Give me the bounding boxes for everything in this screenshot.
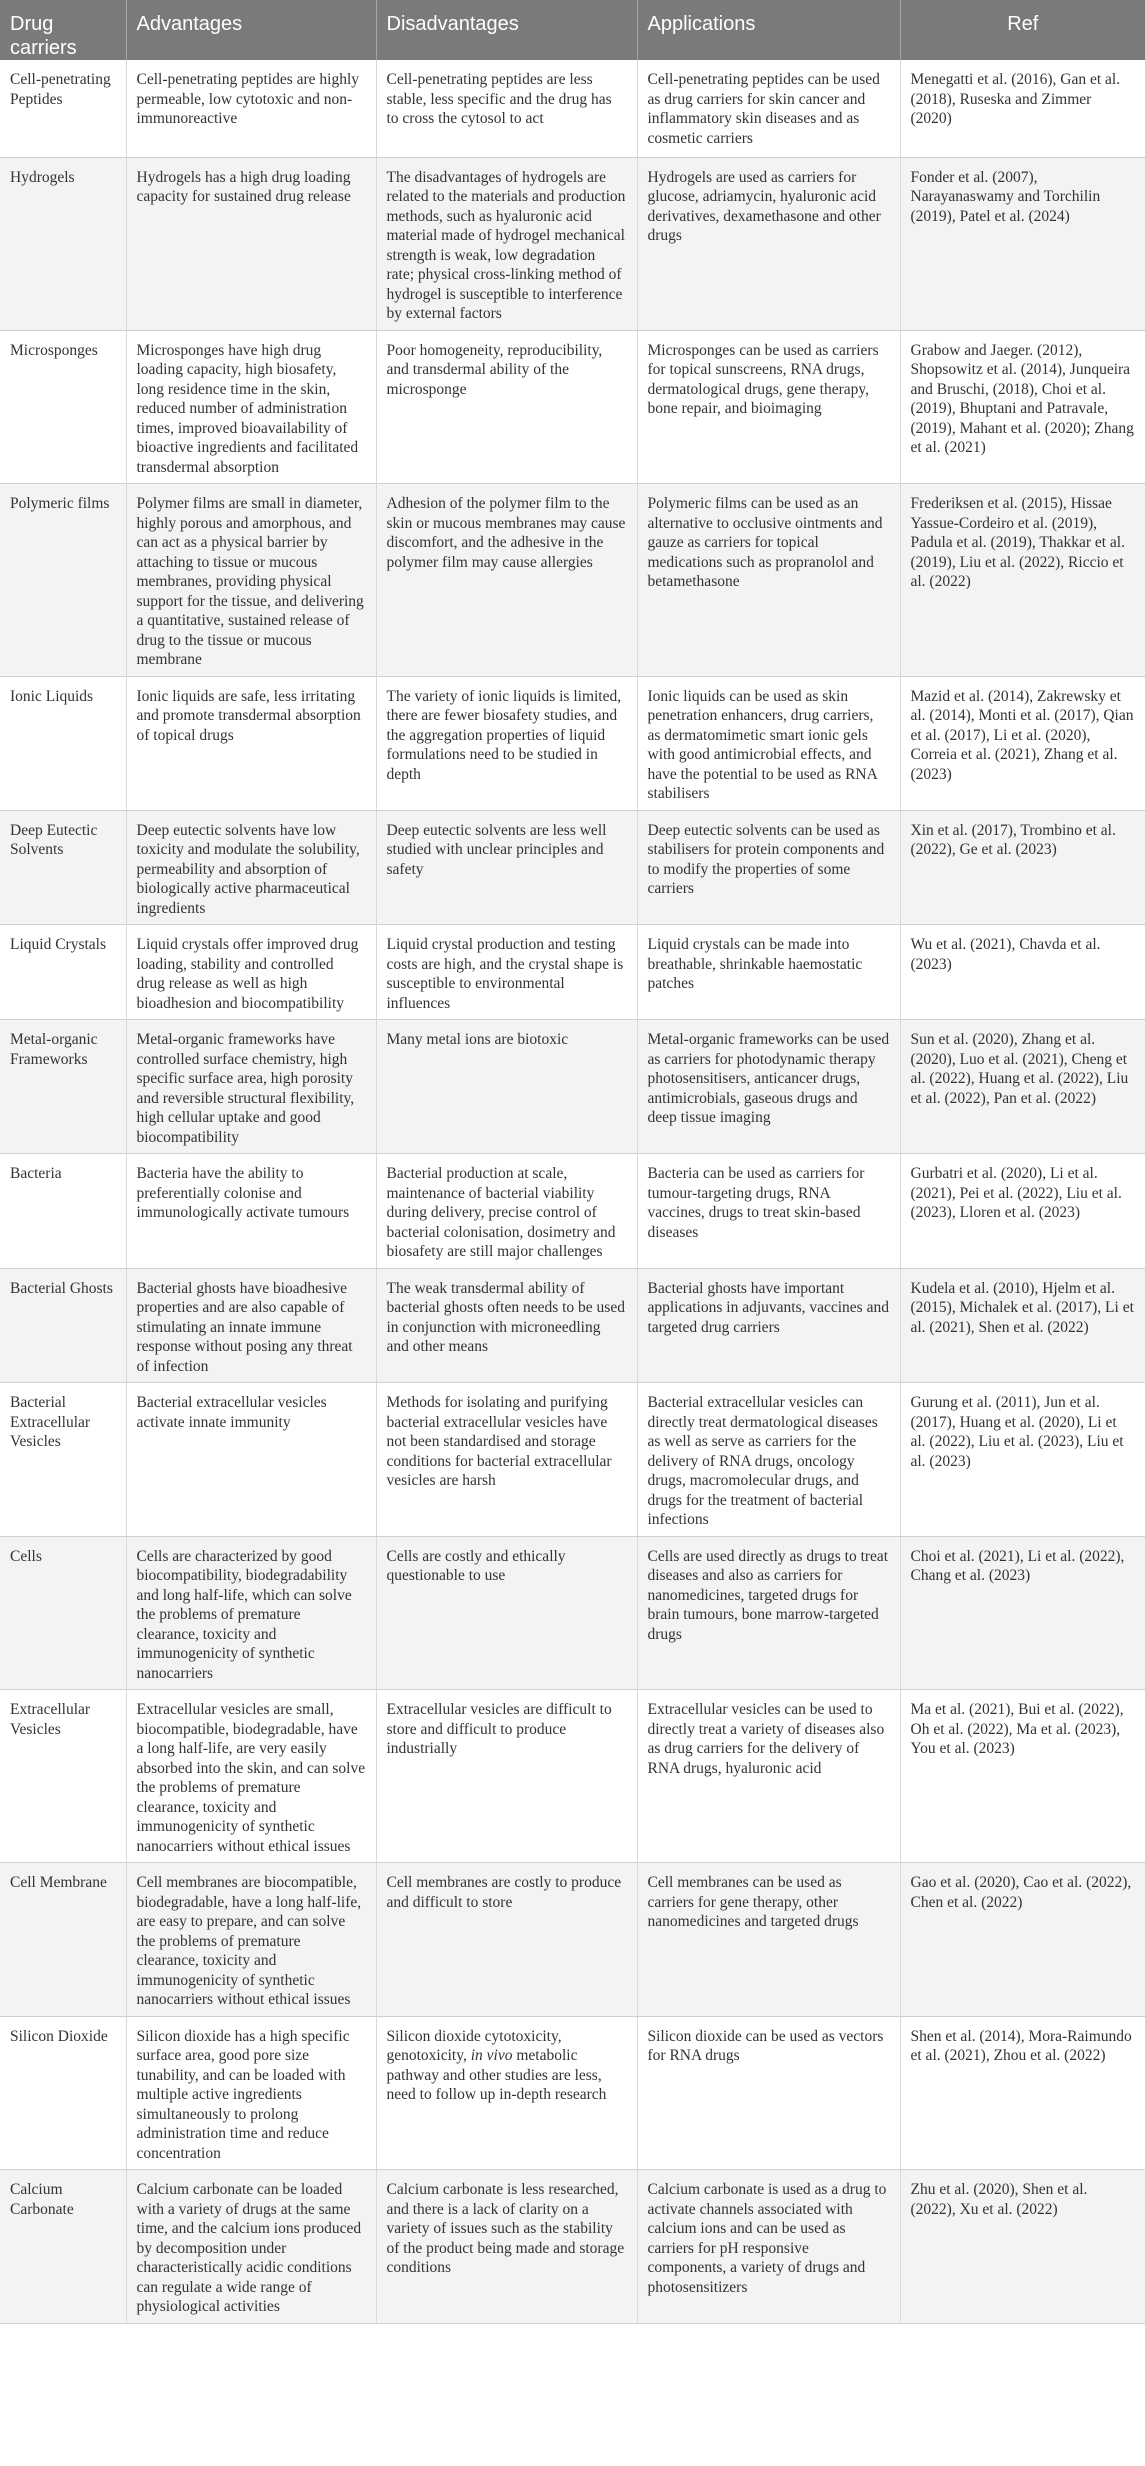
table-row [0,1863,1145,2017]
cell-advantages: Liquid crystals offer improved drug loading, stability and controlled drug release as well as high bioadhesion and biocompatibility [126,925,376,1020]
cell-carrier: Liquid Crystals [0,925,126,1020]
cell-ref: Grabow and Jaeger. (2012), Shopsowitz et al. (2014), Junqueira and Bruschi, (2018), Choi et al. (2019), Bhuptani and Patravale, (2019), Mahant et al. (2020); Zhang et al. (2021) [900,330,1145,484]
cell-disadvantages: Calcium carbonate is less researched, and there is a lack of clarity on a variety of issues such as the stability of the product being made and storage conditions [376,2170,637,2324]
cell-applications: Cells are used directly as drugs to treat diseases and also as carriers for nanomedicines, targeted drugs for brain tumours, bone marrow-targeted drugs [637,1536,900,1690]
cell-advantages: Polymer films are small in diameter, highly porous and amorphous, and can act as a physical barrier by attaching to tissue or mucous membranes, providing physical support for the tissue, and delivering a quantitative, sustained release of drug to the tissue or mucous membrane [126,484,376,677]
cell-carrier: Bacterial Ghosts [0,1268,126,1383]
header-disadvantages: Disadvantages [376,0,637,60]
cell-carrier: Polymeric films [0,484,126,677]
cell-applications: Hydrogels are used as carriers for glucose, adriamycin, hyaluronic acid derivatives, dexamethasone and other drugs [637,157,900,330]
cell-advantages: Extracellular vesicles are small, biocompatible, biodegradable, have a long half-life, are very easily absorbed into the skin, and can solve the problems of premature clearance, toxicity and immunogenicity of synthetic nanocarriers without ethical issues [126,1690,376,1863]
cell-applications: Bacterial extracellular vesicles can directly treat dermatological diseases as well as serve as carriers for the delivery of RNA drugs, oncology drugs, macromolecular drugs, and drugs for the treatment of bacterial infections [637,1383,900,1537]
cell-disadvantages: Silicon dioxide cytotoxicity, genotoxicity, in vivo metabolic pathway and other studies are less, need to follow up in-depth research [376,2016,637,2170]
header-applications: Applications [637,0,900,60]
cell-ref: Fonder et al. (2007), Narayanaswamy and Torchilin (2019), Patel et al. (2024) [900,157,1145,330]
table-row [0,676,1145,810]
cell-applications: Ionic liquids can be used as skin penetration enhancers, drug carriers, as dermatomimetic smart ionic gels with good antimicrobial effects, and have the potential to be used as RNA stabilisers [637,676,900,810]
cell-disadvantages: Poor homogeneity, reproducibility, and transdermal ability of the microsponge [376,330,637,484]
cell-ref: Gurung et al. (2011), Jun et al. (2017), Huang et al. (2020), Li et al. (2022), Liu et al. (2023), Liu et al. (2023) [900,1383,1145,1537]
cell-carrier: Extracellular Vesicles [0,1690,126,1863]
cell-carrier: Bacterial Extracellular Vesicles [0,1383,126,1537]
cell-disadvantages: Adhesion of the polymer film to the skin or mucous membranes may cause discomfort, and the adhesive in the polymer film may cause allergies [376,484,637,677]
cell-advantages: Ionic liquids are safe, less irritating and promote transdermal absorption of topical drugs [126,676,376,810]
table-row [0,484,1145,677]
cell-ref: Mazid et al. (2014), Zakrewsky et al. (2014), Monti et al. (2017), Qian et al. (2017), Li et al. (2020), Correia et al. (2021), Zhang et al. (2023) [900,676,1145,810]
cell-carrier: Bacteria [0,1154,126,1269]
cell-disadvantages: The disadvantages of hydrogels are related to the materials and production methods, such as hyaluronic acid material made of hydrogel mechanical strength is weak, low degradation rate; physical cross-linking method of hydrogel is susceptible to interference by external factors [376,157,637,330]
table-body [0,60,1145,2323]
cell-applications: Cell membranes can be used as carriers for gene therapy, other nanomedicines and targeted drugs [637,1863,900,2017]
cell-advantages: Hydrogels has a high drug loading capacity for sustained drug release [126,157,376,330]
table-row [0,1536,1145,1690]
cell-carrier: Calcium Carbonate [0,2170,126,2324]
cell-ref: Xin et al. (2017), Trombino et al. (2022), Ge et al. (2023) [900,810,1145,925]
cell-disadvantages: The weak transdermal ability of bacterial ghosts often needs to be used in conjunction with microneedling and other means [376,1268,637,1383]
cell-applications: Extracellular vesicles can be used to directly treat a variety of diseases also as drug carriers for the delivery of RNA drugs, hyaluronic acid [637,1690,900,1863]
cell-applications: Cell-penetrating peptides can be used as drug carriers for skin cancer and inflammatory skin diseases and as cosmetic carriers [637,60,900,157]
cell-applications: Metal-organic frameworks can be used as carriers for photodynamic therapy photosensitisers, anticancer drugs, antimicrobials, gaseous drugs and deep tissue imaging [637,1020,900,1154]
cell-ref: Gao et al. (2020), Cao et al. (2022), Chen et al. (2022) [900,1863,1145,2017]
header-advantages: Advantages [126,0,376,60]
cell-applications: Calcium carbonate is used as a drug to activate channels associated with calcium ions and can be used as carriers for pH responsive components, a variety of drugs and photosensitizers [637,2170,900,2324]
cell-advantages: Microsponges have high drug loading capacity, high biosafety, long residence time in the skin, reduced number of administration times, improved bioavailability of bioactive ingredients and facilitated transdermal absorption [126,330,376,484]
cell-carrier: Hydrogels [0,157,126,330]
header-ref: Ref [900,0,1145,60]
cell-carrier: Ionic Liquids [0,676,126,810]
table-row [0,2170,1145,2324]
cell-disadvantages: The variety of ionic liquids is limited, there are fewer biosafety studies, and the aggregation properties of liquid formulations need to be studied in depth [376,676,637,810]
cell-disadvantages: Bacterial production at scale, maintenance of bacterial viability during delivery, precise control of bacterial colonisation, dosimetry and biosafety are still major challenges [376,1154,637,1269]
cell-ref: Menegatti et al. (2016), Gan et al. (2018), Ruseska and Zimmer (2020) [900,60,1145,157]
cell-advantages: Deep eutectic solvents have low toxicity and modulate the solubility, permeability and absorption of biologically active pharmaceutical ingredients [126,810,376,925]
cell-ref: Sun et al. (2020), Zhang et al. (2020), Luo et al. (2021), Cheng et al. (2022), Huang et al. (2022), Liu et al. (2022), Pan et al. (2022) [900,1020,1145,1154]
cell-advantages: Metal-organic frameworks have controlled surface chemistry, high specific surface area, high porosity and reversible structural flexibility, high cellular uptake and good biocompatibility [126,1020,376,1154]
table-row [0,1154,1145,1269]
cell-advantages: Bacterial extracellular vesicles activate innate immunity [126,1383,376,1537]
cell-disadvantages: Methods for isolating and purifying bacterial extracellular vesicles have not been standardised and storage conditions for bacterial extracellular vesicles are harsh [376,1383,637,1537]
cell-disadvantages: Cell membranes are costly to produce and difficult to store [376,1863,637,2017]
cell-advantages: Cell-penetrating peptides are highly permeable, low cytotoxic and non-immunoreactive [126,60,376,157]
cell-disadvantages: Many metal ions are biotoxic [376,1020,637,1154]
cell-carrier: Cell-penetrating Peptides [0,60,126,157]
table-header [0,0,1145,60]
cell-carrier: Cells [0,1536,126,1690]
table-row [0,810,1145,925]
cell-ref: Shen et al. (2014), Mora-Raimundo et al. (2021), Zhou et al. (2022) [900,2016,1145,2170]
cell-carrier: Deep Eutectic Solvents [0,810,126,925]
cell-ref: Frederiksen et al. (2015), Hissae Yassue-Cordeiro et al. (2019), Padula et al. (2019), Thakkar et al. (2019), Liu et al. (2022), Riccio et al. (2022) [900,484,1145,677]
header-drug-carriers: Drug carriers [0,0,126,60]
cell-advantages: Cell membranes are biocompatible, biodegradable, have a long half-life, are easy to prepare, and can solve the problems of premature clearance, toxicity and immunogenicity of synthetic nanocarriers without ethical issues [126,1863,376,2017]
table-row [0,1383,1145,1537]
cell-applications: Bacterial ghosts have important applications in adjuvants, vaccines and targeted drug carriers [637,1268,900,1383]
table-row [0,1268,1145,1383]
cell-ref: Kudela et al. (2010), Hjelm et al. (2015), Michalek et al. (2017), Li et al. (2021), Shen et al. (2022) [900,1268,1145,1383]
cell-carrier: Microsponges [0,330,126,484]
cell-carrier: Silicon Dioxide [0,2016,126,2170]
cell-ref: Wu et al. (2021), Chavda et al. (2023) [900,925,1145,1020]
cell-ref: Choi et al. (2021), Li et al. (2022), Chang et al. (2023) [900,1536,1145,1690]
cell-ref: Zhu et al. (2020), Shen et al. (2022), Xu et al. (2022) [900,2170,1145,2324]
cell-applications: Deep eutectic solvents can be used as stabilisers for protein components and to modify the properties of some carriers [637,810,900,925]
cell-applications: Silicon dioxide can be used as vectors for RNA drugs [637,2016,900,2170]
cell-carrier: Metal-organic Frameworks [0,1020,126,1154]
table-row [0,2016,1145,2170]
cell-disadvantages: Deep eutectic solvents are less well studied with unclear principles and safety [376,810,637,925]
cell-applications: Liquid crystals can be made into breathable, shrinkable haemostatic patches [637,925,900,1020]
cell-disadvantages: Cells are costly and ethically questionable to use [376,1536,637,1690]
cell-advantages: Cells are characterized by good biocompatibility, biodegradability and long half-life, which can solve the problems of premature clearance, toxicity and immunogenicity of synthetic nanocarriers [126,1536,376,1690]
table-row [0,925,1145,1020]
cell-applications: Polymeric films can be used as an alternative to occlusive ointments and gauze as carriers for topical medications such as propranolol and betamethasone [637,484,900,677]
table-row [0,330,1145,484]
cell-applications: Microsponges can be used as carriers for topical sunscreens, RNA drugs, dermatological drugs, gene therapy, bone repair, and bioimaging [637,330,900,484]
cell-ref: Gurbatri et al. (2020), Li et al. (2021), Pei et al. (2022), Liu et al. (2023), Lloren et al. (2023) [900,1154,1145,1269]
cell-disadvantages: Liquid crystal production and testing costs are high, and the crystal shape is susceptible to environmental influences [376,925,637,1020]
table-row [0,157,1145,330]
cell-advantages: Bacteria have the ability to preferentially colonise and immunologically activate tumours [126,1154,376,1269]
cell-advantages: Silicon dioxide has a high specific surface area, good pore size tunability, and can be loaded with multiple active ingredients simultaneously to prolong administration time and reduce concentration [126,2016,376,2170]
header-row [0,0,1145,60]
cell-advantages: Bacterial ghosts have bioadhesive properties and are also capable of stimulating an innate immune response without posing any threat of infection [126,1268,376,1383]
table-row [0,1020,1145,1154]
cell-carrier: Cell Membrane [0,1863,126,2017]
table-row [0,1690,1145,1863]
cell-ref: Ma et al. (2021), Bui et al. (2022), Oh et al. (2022), Ma et al. (2023), You et al. (2023) [900,1690,1145,1863]
table-row [0,60,1145,157]
cell-advantages: Calcium carbonate can be loaded with a variety of drugs at the same time, and the calcium ions produced by decomposition under characteristically acidic conditions can regulate a wide range of physiological activities [126,2170,376,2324]
cell-disadvantages: Extracellular vesicles are difficult to store and difficult to produce industrially [376,1690,637,1863]
cell-disadvantages: Cell-penetrating peptides are less stable, less specific and the drug has to cross the cytosol to act [376,60,637,157]
cell-applications: Bacteria can be used as carriers for tumour-targeting drugs, RNA vaccines, drugs to treat skin-based diseases [637,1154,900,1269]
